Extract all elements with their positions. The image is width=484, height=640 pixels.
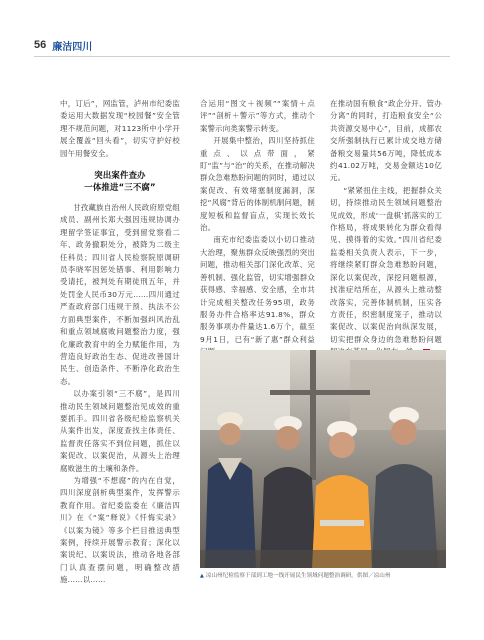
caption-text: 凉山州纪检监察干部到工地一线开展民生领域问题整治调研。供图／凉山州 bbox=[205, 573, 391, 579]
paragraph: 在推动国有粮食“政企分开、管办分离”的同时，打造粮食安全“公共资源交易中心”，目前，成都农交所强制执行已累计成交地方储备粮交易量共56万吨，降低成本约41.02万吨，交易金额达10亿元。 bbox=[330, 99, 442, 183]
paragraph-text: “紧紧扭住主线，把握群众关切，持续推动民生领域问题整治见成效，形成‘一盘棋’抓落实的工作格局，将成果转化为群众看得见、摸得着的实效。”四川省纪委监委相关负责人表示，下一步，将继续紧盯群众急难愁盼问题，深化以案促改，深挖问题根源，找准症结所在，从源头上推动整改落实，完善体制机制，压实各方责任，织密制度笼子，推动以案促改、以案促治向纵深发展，切实把群众身边的急难愁盼问题 bbox=[330, 185, 442, 344]
column-1 bbox=[60, 98, 180, 587]
paragraph: 合运用“图文＋视频”“案情＋点评”“剖析＋警示”等方式，推动个案警示向类案警示转变。 bbox=[200, 99, 315, 133]
paragraph: 中，订后”，网监管，泸州市纪委监委运用大数据发现“校园餐”安全管理不规范问题，对1123所中小学开展全覆盖“回头看”，切实守护好校园午用餐安全。 bbox=[60, 99, 180, 158]
header-rule bbox=[34, 56, 450, 57]
column-2 bbox=[200, 98, 315, 359]
column-3 bbox=[330, 98, 442, 359]
photo-illustration bbox=[200, 350, 446, 568]
page-header bbox=[34, 38, 92, 52]
photo-caption bbox=[200, 572, 446, 581]
paragraph: 甘孜藏族自治州人民政府原党组成员、副州长郑大强因违规协调办理留学签证事宜，受到留党察看二年、政务撤职处分，被降为二级主任科员；四川省人民检察院原调研员李晓军因惩处错事、利用影响力受请托，被判处有期徒刑五年，并处罚金人民币30万元……四川通过严查政府部门违规干预、执法不公方面典型案件，不断加强纠风治乱和重点领域腐败问题整治力度，强化廉政教育中的全力赋能作用，为营造良好政治生态、促进改善国计民生、创造条件、不断净化政治生态。 bbox=[60, 203, 180, 386]
section-heading-line-2: 一体推进“三不腐” bbox=[84, 182, 156, 193]
paragraph bbox=[330, 185, 442, 359]
section-heading bbox=[60, 169, 180, 193]
paragraph: 开展集中整治，四川坚持抓住重点、以点带面，紧盯“监”与“治”的关系，在推动解决群众急难愁盼问题的同时，通过以案促改、有效堵塞制度漏洞，深挖“风腐”背后的体制机制问题，制度短板和监督盲点，实现长效长治。 bbox=[200, 136, 315, 233]
news-photo bbox=[200, 350, 446, 568]
column-title: 廉洁四川 bbox=[52, 41, 93, 53]
caption-triangle-icon: ▲ bbox=[200, 573, 204, 579]
paragraph: 为增强“不想腐”的内在自觉，四川深度剖析典型案件，发挥警示教育作用。省纪委监委在《廉洁四川》在《“案”释说》《忏悔实录》《以案为镜》等多个栏目推送典型案例，持续开展警示教育；深化以案说纪、以案说法，推动各地各部门认真查摆问题，明确整改措施……以…… bbox=[60, 475, 180, 585]
paragraph: 南充市纪委监委以小切口推动大治理，聚焦群众反映强烈的突出问题，推动相关部门深化改革、完善机制、强化监管，切实增强群众获得感、幸福感、安全感，全市共计完成相关整改任务95项，政务服务办件合格率达91.8%，群众服务事项办件量达1.6万个，截至9月1日，已有“新了惠”群众利益 bbox=[200, 235, 315, 344]
paragraph: 以办案引领“三不腐”，是四川推动民生领域问题整治见成效的重要抓手。四川省各级纪检监察机关从案件出发，深度查找主体责任、监督责任落实不到位问题，抓住以案促改、以案促治，从源头上治理腐败滋生的土壤和条件。 bbox=[60, 389, 180, 473]
page-number: 56 bbox=[34, 39, 47, 51]
section-heading-line-1: 突出案件查办 bbox=[94, 170, 146, 181]
